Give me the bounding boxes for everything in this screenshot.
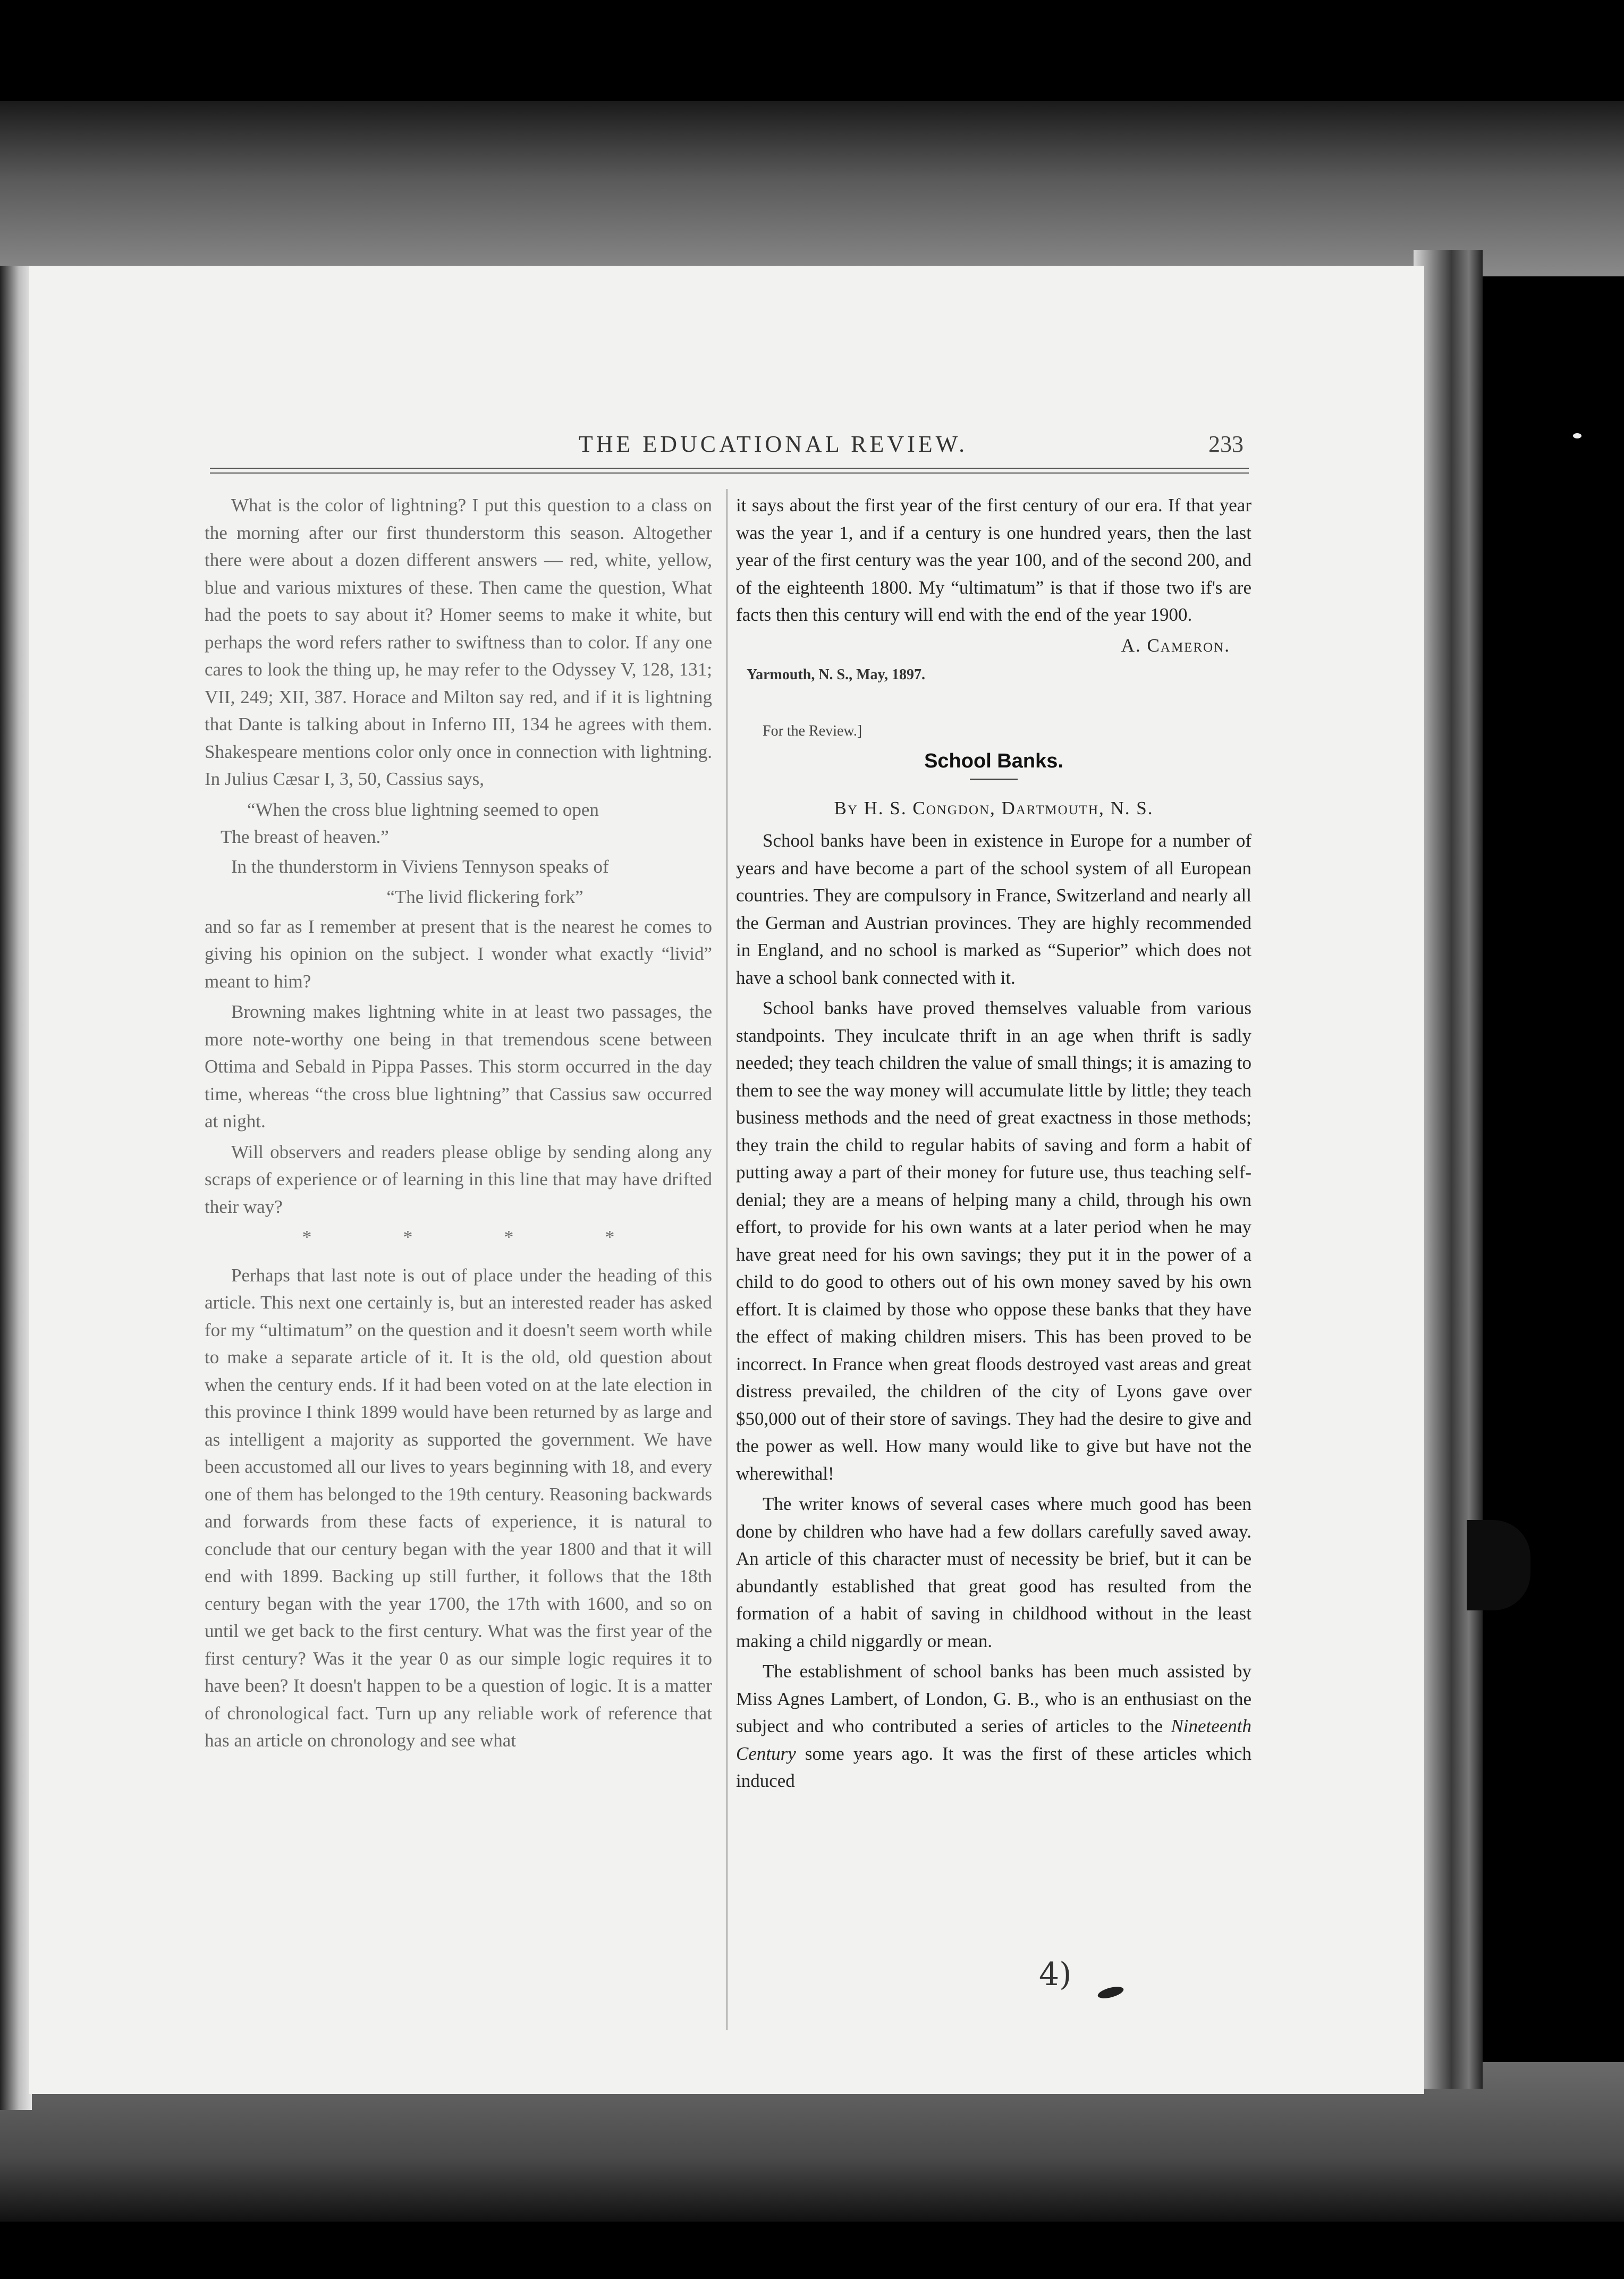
column-divider [726,489,728,2030]
paragraph-text: The establishment of school banks has been much assisted by Miss Agnes Lambert, of London, G. B., who is an enthusiast on the subject and who contributed a series of articles to the [736,1661,1251,1736]
paragraph-text: some years ago. It was the first of these articles which induced [736,1743,1251,1791]
ink-smudge [1097,1985,1125,2001]
paragraph: School banks have been in existence in Europe for a number of years and have become a part of the school system of all European countries. They are compulsory in France, Switzerland and nearly all the German and Austrian provinces. They are highly recommended in England, and no school is marked as “Superior” which does not have a school bank connected with it. [736,830,1251,988]
star: * [605,1227,615,1247]
star: * [403,1227,413,1247]
title-rule [970,779,1018,780]
paragraph: Perhaps that last note is out of place under the heading of this article. This next one certainly is, but an interested reader has asked for my “ultimatum” on the question and it doesn't seem worth while to make a separate article of it. It is the old, old question about when the century ends. If it had been voted on at the late election in this province I think 1899 would have been returned by as large and as intelligent a majority as supported the government. We have been accustomed all our lives to years beginning with 18, and every one of them has belonged to the 19th century. Reasoning backwards and forwards from these facts of experience, it is natural to conclude that our century began with the year 1800 and that it will end with 1899. Backing up still further, it follows that the 18th century began with the year 1700, the 17th with 1600, and so on until we get back to the first century. What was the first year of the first century? Was it the year 0 as our simple logic requires it to have been? It doesn't happen to be a question of logic. It is a matter of chronological fact. Turn up any reliable work of reference that has an article on chronology and see what [205,1264,712,1751]
poem-line: The breast of heaven.” [221,826,389,847]
paragraph: it says about the first year of the first century of our era. If that year was the year 1, and if a century is one hundred years, then the last year of the first century was the year 100, and of the second 200, and of the eighteenth 1800. My “ultimatum” is that if those two if's are facts then this century will end with the end of the year 1900. [736,495,1251,625]
section-separator [205,1223,712,1251]
star: * [504,1227,514,1247]
scanner-shadow-top [0,101,1624,276]
author-signature: A. Cameron. [1121,635,1230,656]
periodical-title: Nineteenth Century [736,1716,1251,1764]
paragraph: The writer knows of several cases where much good has been done by children who have had a few dollars carefully saved away. An article of this character must of necessity be brief, but it can be abundantly established that great good has resulted from the formation of a habit of saving in childhood without in the least making a child niggardly or mean. [736,1493,1251,1651]
scan-speck [1573,433,1581,438]
source-note: For the Review.] [763,722,862,739]
paragraph: In the thunderstorm in Viviens Tennyson speaks of [231,856,609,877]
left-column [205,492,712,1758]
byline: By H. S. Congdon, Dartmouth, N. S. [834,797,1154,818]
paragraph: and so far as I remember at present that is the nearest he comes to giving his opinion on the subject. I wonder what exactly “livid” meant to him? [205,916,712,992]
page-clip [1467,1520,1530,1610]
right-column [736,492,1251,1798]
inline-quote: “The livid flickering fork” [386,887,583,907]
poem-quote [205,796,712,851]
paragraph: School banks have proved themselves valuable from various standpoints. They inculcate thrift in an age when thrift is sadly needed; they teach children the value of small things; it is amazing to them to see the way money will accumulate little by little; they teach business methods and the need of great exactness in those methods; they train the child to regular habits of saving and form a habit of putting away a part of their money for future use, thus teaching self-denial; they are a means of helping many a child, through his own effort, to provide for his own wants at a later period when he may have great need for his own savings; they put it in the power of a child to do good to others out of his own money saved by his own effort. It is claimed by those who oppose these banks that they have the effect of making children misers. This has been proved to be incorrect. In France when great floods destroyed vast areas and great distress prevailed, the children of the city of Lyons gave over $50,000 out of their store of savings. They had the desire to give and the power as well. How many would like to give but have not the wherewithal! [736,998,1251,1484]
signoff [736,632,1251,660]
running-title: THE EDUCATIONAL REVIEW. [578,431,968,457]
handwritten-mark: 4) [1039,1956,1072,1993]
article-title: School Banks. [924,750,1063,772]
header-rule [210,468,1249,474]
page-number: 233 [1208,431,1244,457]
paragraph [736,1658,1251,1795]
paragraph: Browning makes lightning white in at least two passages, the more note-worthy one being in that tremendous scene between Ottima and Sebald in Pippa Passes. This storm occurred in the day time, whereas “the cross blue lightning” that Cassius saw occurred at night. [205,1001,712,1132]
poem-line: “When the cross blue lightning seemed to open [247,799,599,820]
paragraph: Will observers and readers please oblige by sending along any scraps of experience or of learning in this line that may have drifted their way? [205,1141,712,1217]
paragraph: What is the color of lightning? I put this question to a class on the morning after our first thunderstorm this season. Altogether there were about a dozen different answers — red, white, yellow, blue and various mixtures of these. Then came the question, What had the poets to say about it? Homer seems to make it white, but perhaps the word refers rather to swiftness than to color. If any one cares to look the thing up, he may refer to the Odyssey V, 128, 131; VII, 249; XII, 387. Horace and Milton say red, and if it is lightning that Dante is talking about in Inferno III, 134 he agrees with them. Shakespeare mentions color only once in connection with lightning. In Julius Cæsar I, 3, 50, Cassius says, [205,495,712,789]
dateline: Yarmouth, N. S., May, 1897. [747,666,926,683]
document-page [29,266,1424,2094]
star: * [302,1227,312,1247]
page-header [29,431,1424,462]
book-spine-edge [0,266,32,2110]
